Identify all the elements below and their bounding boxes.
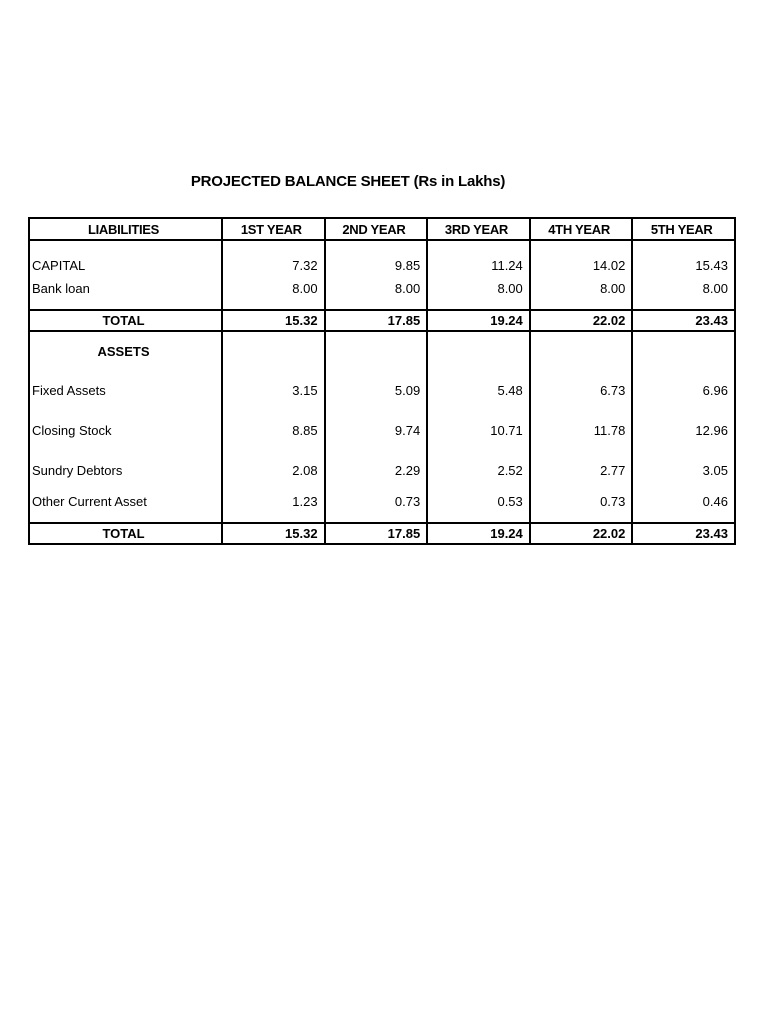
cell-value: 11.24 <box>427 240 530 277</box>
cell-value: 5.09 <box>325 370 428 410</box>
cell-value: 2.29 <box>325 450 428 490</box>
row-label: CAPITAL <box>29 240 222 277</box>
total-value: 15.32 <box>222 310 325 331</box>
cell-value: 0.73 <box>530 490 633 523</box>
total-value: 23.43 <box>632 523 735 544</box>
cell-value: 0.73 <box>325 490 428 523</box>
cell-value: 5.48 <box>427 370 530 410</box>
total-label: TOTAL <box>29 523 222 544</box>
cell-value: 9.85 <box>325 240 428 277</box>
table-row <box>29 277 735 310</box>
cell-value: 8.00 <box>222 277 325 310</box>
cell-value: 11.78 <box>530 410 633 450</box>
table-row <box>29 490 735 523</box>
column-header: LIABILITIES <box>29 218 222 240</box>
total-value: 19.24 <box>427 523 530 544</box>
table-row <box>29 370 735 410</box>
cell-value: 9.74 <box>325 410 428 450</box>
empty-cell <box>325 331 428 370</box>
cell-value: 15.43 <box>632 240 735 277</box>
assets-total-row <box>29 523 735 544</box>
cell-value: 10.71 <box>427 410 530 450</box>
cell-value: 6.96 <box>632 370 735 410</box>
row-label: Sundry Debtors <box>29 450 222 490</box>
row-label: Closing Stock <box>29 410 222 450</box>
cell-value: 8.85 <box>222 410 325 450</box>
cell-value: 2.08 <box>222 450 325 490</box>
table-row <box>29 410 735 450</box>
header-row <box>29 218 735 240</box>
column-header: 4TH YEAR <box>530 218 633 240</box>
cell-value: 14.02 <box>530 240 633 277</box>
cell-value: 8.00 <box>427 277 530 310</box>
row-label: Fixed Assets <box>29 370 222 410</box>
cell-value: 2.77 <box>530 450 633 490</box>
cell-value: 3.15 <box>222 370 325 410</box>
total-value: 17.85 <box>325 523 428 544</box>
row-label: Other Current Asset <box>29 490 222 523</box>
total-value: 15.32 <box>222 523 325 544</box>
empty-cell <box>530 331 633 370</box>
row-label: Bank loan <box>29 277 222 310</box>
empty-cell <box>632 331 735 370</box>
balance-sheet-table <box>28 217 736 545</box>
page-title: PROJECTED BALANCE SHEET (Rs in Lakhs) <box>190 173 506 190</box>
column-header: 5TH YEAR <box>632 218 735 240</box>
column-header: 2ND YEAR <box>325 218 428 240</box>
total-value: 19.24 <box>427 310 530 331</box>
cell-value: 0.46 <box>632 490 735 523</box>
empty-cell <box>222 331 325 370</box>
cell-value: 7.32 <box>222 240 325 277</box>
total-value: 22.02 <box>530 310 633 331</box>
total-value: 22.02 <box>530 523 633 544</box>
assets-heading-row <box>29 331 735 370</box>
cell-value: 0.53 <box>427 490 530 523</box>
cell-value: 12.96 <box>632 410 735 450</box>
cell-value: 3.05 <box>632 450 735 490</box>
assets-heading: ASSETS <box>29 331 222 370</box>
table-row <box>29 450 735 490</box>
empty-cell <box>427 331 530 370</box>
column-header: 3RD YEAR <box>427 218 530 240</box>
cell-value: 2.52 <box>427 450 530 490</box>
total-label: TOTAL <box>29 310 222 331</box>
cell-value: 8.00 <box>632 277 735 310</box>
total-value: 17.85 <box>325 310 428 331</box>
cell-value: 6.73 <box>530 370 633 410</box>
total-value: 23.43 <box>632 310 735 331</box>
column-header: 1ST YEAR <box>222 218 325 240</box>
table-row <box>29 240 735 277</box>
cell-value: 8.00 <box>325 277 428 310</box>
cell-value: 8.00 <box>530 277 633 310</box>
cell-value: 1.23 <box>222 490 325 523</box>
liabilities-total-row <box>29 310 735 331</box>
